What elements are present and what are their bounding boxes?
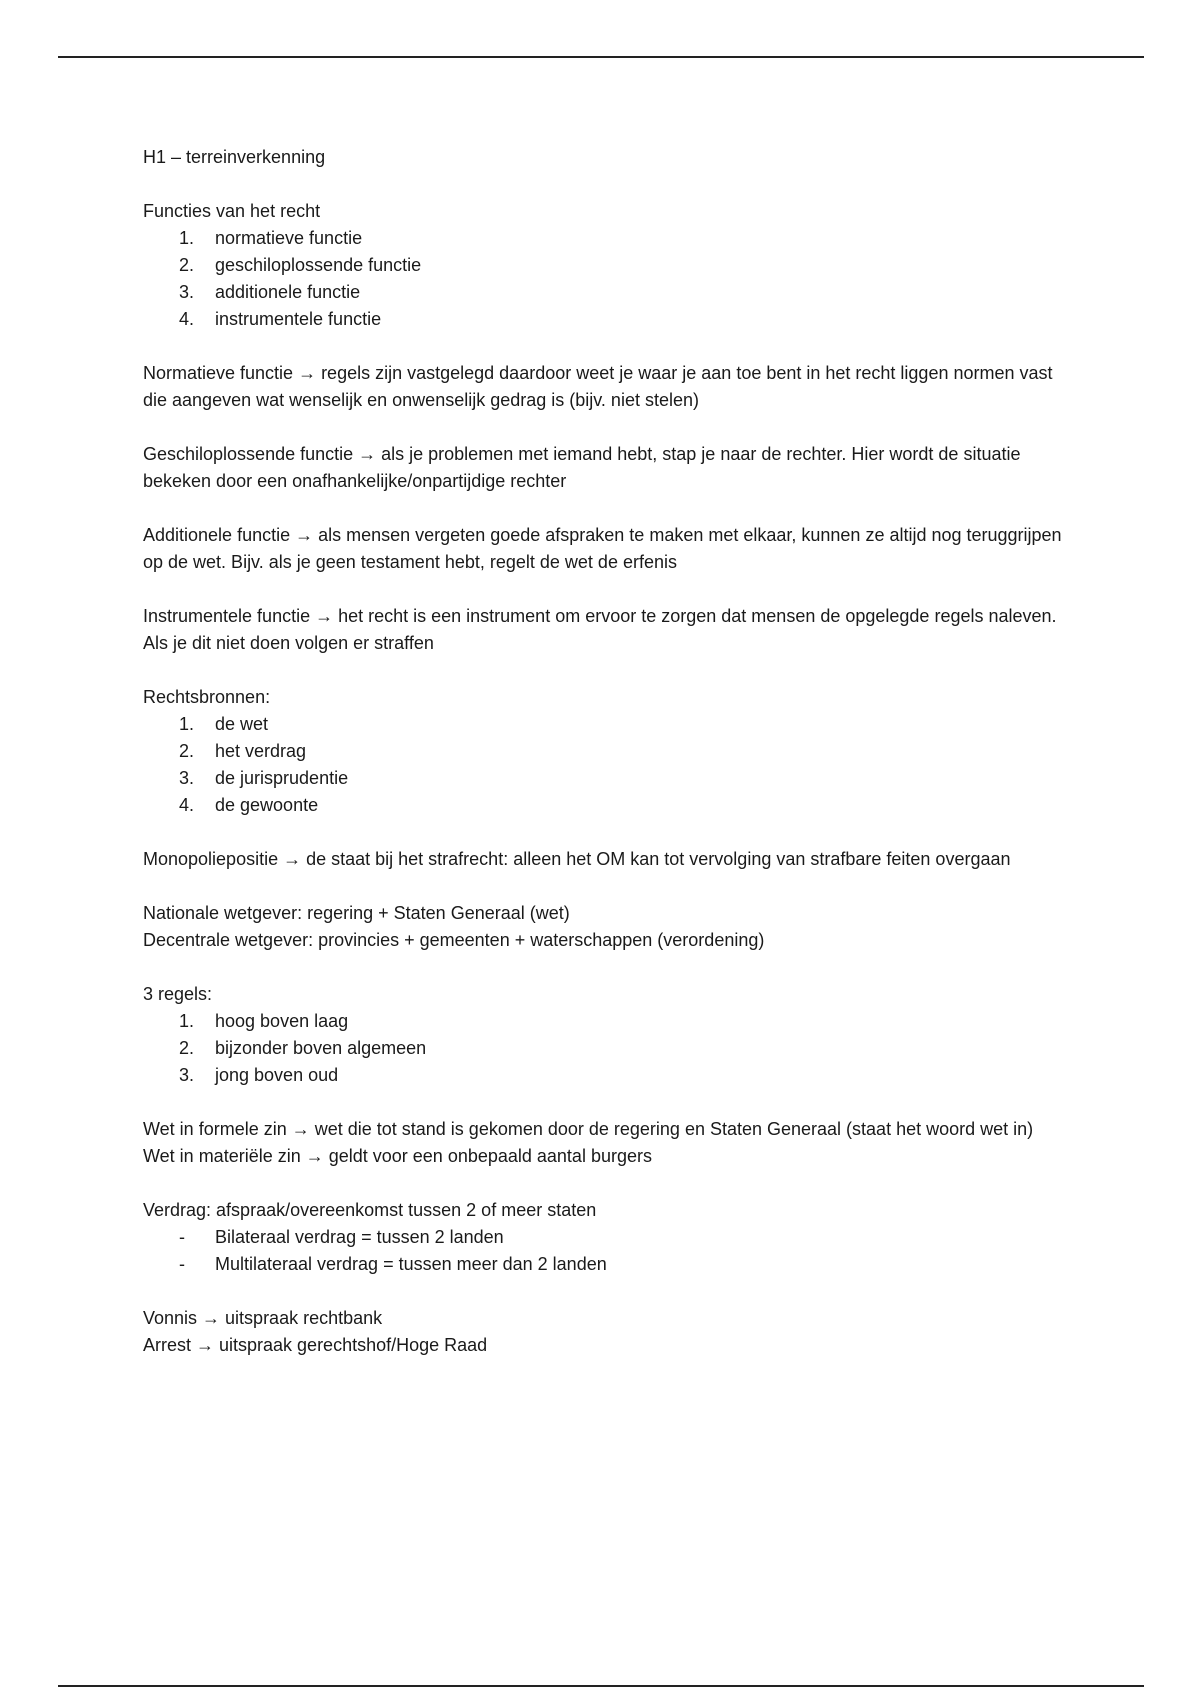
header-rule bbox=[58, 56, 1144, 58]
list-item: 1. hoog boven laag bbox=[179, 1011, 349, 1031]
treaty-title: Verdrag: afspraak/overeenkomst tussen 2 of meer staten bbox=[143, 1200, 597, 1220]
verdict-vonnis: Vonnis → uitspraak rechtbank bbox=[143, 1308, 383, 1328]
paragraph-normatief: Normatieve functie → regels zijn vastgelegd daardoor weet je waar je aan toe bent in het recht liggen normen vast die aangeven wat wenselijk en onwenselijk gedrag is (bijv. niet stelen) bbox=[143, 363, 1058, 410]
list-item: 4. instrumentele functie bbox=[179, 309, 382, 329]
rules-title: 3 regels: bbox=[143, 984, 213, 1004]
functions-list bbox=[143, 225, 1073, 333]
list-item: 3. jong boven oud bbox=[179, 1065, 339, 1085]
decentral-legislator: Decentrale wetgever: provincies + gemeenten + waterschappen (verordening) bbox=[143, 930, 765, 950]
list-item: 1. de wet bbox=[179, 714, 269, 734]
list-item: 2. het verdrag bbox=[179, 741, 307, 761]
list-item: - Multilateraal verdrag = tussen meer dan 2 landen bbox=[179, 1254, 607, 1274]
document-body bbox=[143, 144, 1073, 1359]
law-formal: Wet in formele zin → wet die tot stand is gekomen door de regering en Staten Generaal (staat het woord wet in) bbox=[143, 1119, 1034, 1139]
list-item: - Bilateraal verdrag = tussen 2 landen bbox=[179, 1227, 504, 1247]
rules-list bbox=[143, 1008, 1073, 1089]
functions-title: Functies van het recht bbox=[143, 201, 321, 221]
list-item: 2. geschiloplossende functie bbox=[179, 255, 422, 275]
sources-list bbox=[143, 711, 1073, 819]
sources-title: Rechtsbronnen: bbox=[143, 687, 271, 707]
list-item: 4. de gewoonte bbox=[179, 795, 319, 815]
list-item: 3. additionele functie bbox=[179, 282, 361, 302]
footer-rule bbox=[58, 1685, 1144, 1687]
list-item: 2. bijzonder boven algemeen bbox=[179, 1038, 427, 1058]
paragraph-additioneel: Additionele functie → als mensen vergeten goede afspraken te maken met elkaar, kunnen ze altijd nog teruggrijpen op de wet. Bijv. als je geen testament hebt, regelt de wet de erfenis bbox=[143, 525, 1067, 572]
list-item: 1. normatieve functie bbox=[179, 228, 363, 248]
paragraph-geschil: Geschiloplossende functie → als je problemen met iemand hebt, stap je naar de rechter. Hier wordt de situatie bekeken door een onafhankelijke/onpartijdige rechter bbox=[143, 444, 1026, 491]
paragraph-monopolie: Monopoliepositie → de staat bij het strafrecht: alleen het OM kan tot vervolging van strafbare feiten overgaan bbox=[143, 849, 1011, 869]
verdict-arrest: Arrest → uitspraak gerechtshof/Hoge Raad bbox=[143, 1335, 488, 1355]
national-legislator: Nationale wetgever: regering + Staten Generaal (wet) bbox=[143, 903, 570, 923]
list-item: 3. de jurisprudentie bbox=[179, 768, 349, 788]
treaty-list bbox=[143, 1224, 1073, 1278]
law-material: Wet in materiële zin → geldt voor een onbepaald aantal burgers bbox=[143, 1146, 652, 1166]
paragraph-instrumenteel: Instrumentele functie → het recht is een instrument om ervoor te zorgen dat mensen de opgelegde regels naleven. Als je dit niet doen volgen er straffen bbox=[143, 606, 1061, 653]
chapter-heading: H1 – terreinverkenning bbox=[143, 147, 326, 167]
